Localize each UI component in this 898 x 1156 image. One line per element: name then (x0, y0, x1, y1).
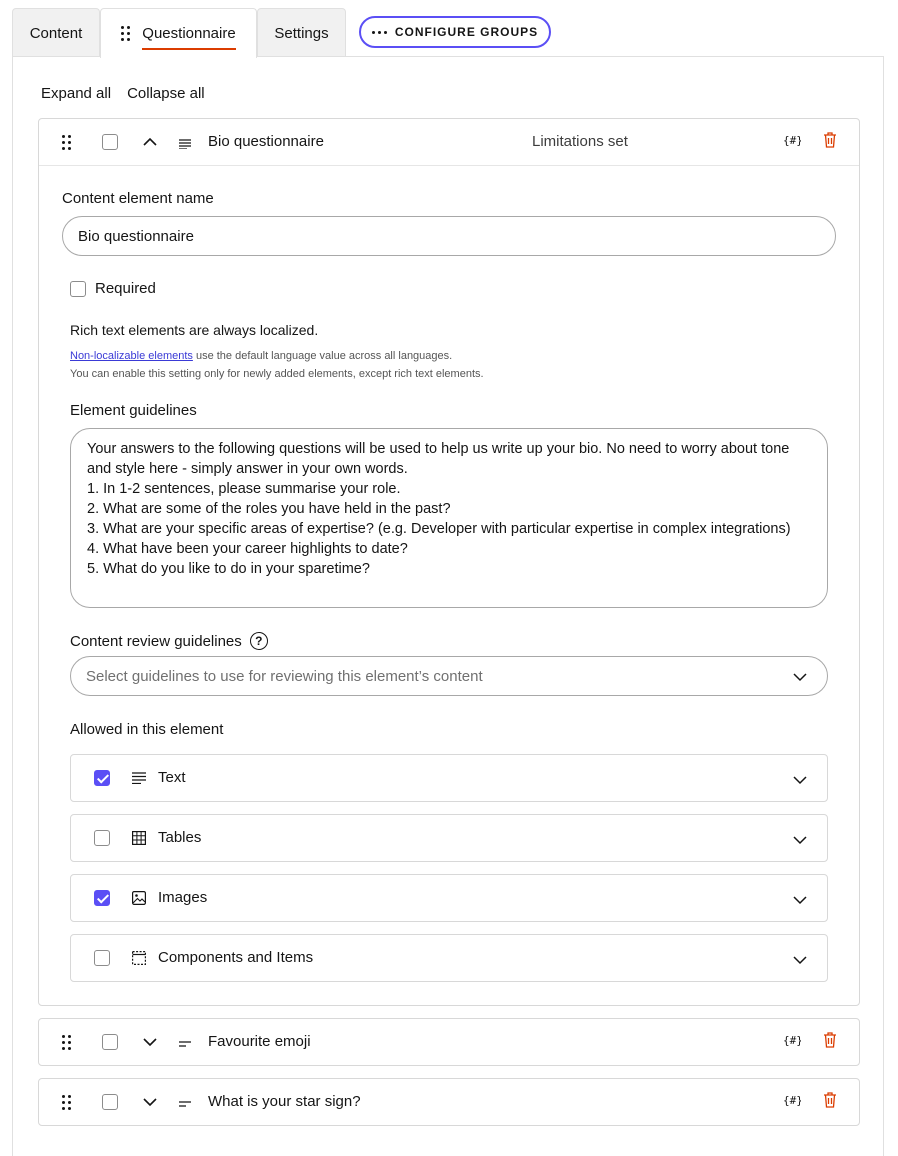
limitations-status: Limitations set (532, 133, 628, 150)
allowed-item-text[interactable] (70, 754, 828, 802)
content-element-header[interactable] (39, 1079, 859, 1125)
chevron-down-icon[interactable] (142, 1094, 158, 1113)
drag-handle-icon[interactable] (62, 135, 71, 150)
help-icon[interactable]: ? (250, 632, 268, 650)
tab-settings[interactable] (257, 8, 346, 57)
text-lines-icon (132, 771, 146, 787)
allowed-item-label: Tables (158, 829, 202, 846)
tab-questionnaire[interactable] (100, 8, 257, 58)
trash-icon[interactable] (823, 132, 837, 151)
image-icon (132, 891, 146, 908)
component-icon (132, 951, 146, 968)
element-select-checkbox[interactable] (102, 1034, 118, 1050)
drag-handle-icon[interactable] (62, 1095, 71, 1110)
allowed-in-element-label: Allowed in this element (70, 721, 224, 738)
required-label: Required (95, 280, 156, 297)
svg-text:{#}: {#} (783, 1034, 801, 1047)
table-icon (132, 831, 146, 848)
codename-icon[interactable] (783, 1032, 801, 1051)
enable-note: You can enable this setting only for newly added elements, except rich text elements. (70, 368, 484, 380)
drag-handle-icon (121, 26, 130, 41)
element-title: What is your star sign? (208, 1093, 361, 1110)
svg-text:{#}: {#} (783, 1094, 801, 1107)
element-name-input[interactable] (62, 216, 836, 256)
content-element-card (38, 118, 860, 1006)
allowed-text-checkbox[interactable] (94, 770, 110, 786)
tab-content[interactable] (12, 8, 100, 57)
codename-icon[interactable] (783, 132, 801, 151)
element-select-checkbox[interactable] (102, 1094, 118, 1110)
review-guidelines-label-row (70, 632, 268, 650)
trash-icon[interactable] (823, 1092, 837, 1111)
allowed-item-label: Text (158, 769, 186, 786)
expand-all-button[interactable]: Expand all (41, 85, 112, 102)
chevron-down-icon (793, 670, 807, 688)
allowed-item-images[interactable] (70, 874, 828, 922)
review-guidelines-select[interactable] (70, 656, 828, 696)
configure-groups-button[interactable] (359, 16, 551, 48)
expand-collapse-controls (41, 85, 205, 102)
codename-icon[interactable] (783, 1092, 801, 1111)
review-guidelines-label: Content review guidelines (70, 632, 242, 650)
drag-handle-icon[interactable] (62, 1035, 71, 1050)
more-dots-icon (372, 31, 387, 34)
allowed-images-checkbox[interactable] (94, 890, 110, 906)
tab-settings-label: Settings (274, 24, 329, 42)
allowed-tables-checkbox[interactable] (94, 830, 110, 846)
chevron-up-icon[interactable] (142, 134, 158, 153)
chevron-down-icon[interactable] (793, 833, 807, 850)
element-select-checkbox[interactable] (102, 134, 118, 150)
guidelines-textarea[interactable]: Your answers to the following questions will be used to help us write up your bio. No need to worry about tone and style here - simply answer in your own words. 1. In 1-2 sentences, please summarise your role. 2. What are some of the roles you have held in the past? 3. What are your specific areas of expertise? (e.g. Developer with particular expertise in complex integrations) 4. What have been your career highlights to date? 5. What do you like to do in your sparetime? (70, 428, 828, 608)
chevron-down-icon[interactable] (142, 1034, 158, 1053)
questionnaire-panel (12, 56, 884, 1156)
element-name-label: Content element name (62, 190, 214, 207)
nonlocalizable-note (70, 347, 484, 383)
allowed-item-tables[interactable] (70, 814, 828, 862)
tab-content-label: Content (29, 24, 83, 42)
trash-icon[interactable] (823, 1032, 837, 1051)
required-checkbox[interactable] (70, 281, 86, 297)
text-short-icon (179, 1096, 191, 1112)
required-row (70, 280, 156, 297)
content-element-header[interactable] (39, 119, 859, 165)
configure-groups-label: CONFIGURE GROUPS (394, 25, 539, 39)
svg-text:{#}: {#} (783, 134, 801, 147)
tab-bar (12, 8, 884, 56)
content-element-card (38, 1018, 860, 1066)
chevron-down-icon[interactable] (793, 773, 807, 790)
collapse-all-button[interactable]: Collapse all (127, 85, 205, 102)
allowed-components-checkbox[interactable] (94, 950, 110, 966)
content-element-card (38, 1078, 860, 1126)
chevron-down-icon[interactable] (793, 953, 807, 970)
allowed-item-label: Components and Items (158, 949, 314, 966)
paragraph-icon (179, 136, 191, 152)
allowed-item-label: Images (158, 889, 208, 906)
element-title: Bio questionnaire (208, 133, 324, 150)
element-title: Favourite emoji (208, 1033, 311, 1050)
chevron-down-icon[interactable] (793, 893, 807, 910)
allowed-item-components[interactable] (70, 934, 828, 982)
localized-note: Rich text elements are always localized. (70, 322, 319, 338)
guidelines-label: Element guidelines (70, 402, 197, 419)
content-element-header[interactable] (39, 1019, 859, 1065)
nonlocalizable-text: use the default language value across all languages. (192, 350, 453, 362)
nonlocalizable-elements-link[interactable]: Non-localizable elements (70, 350, 193, 362)
review-guidelines-placeholder: Select guidelines to use for reviewing this element’s content (86, 667, 483, 685)
content-element-body (39, 165, 859, 1005)
tab-questionnaire-label: Questionnaire (142, 25, 235, 46)
text-short-icon (179, 1036, 191, 1052)
